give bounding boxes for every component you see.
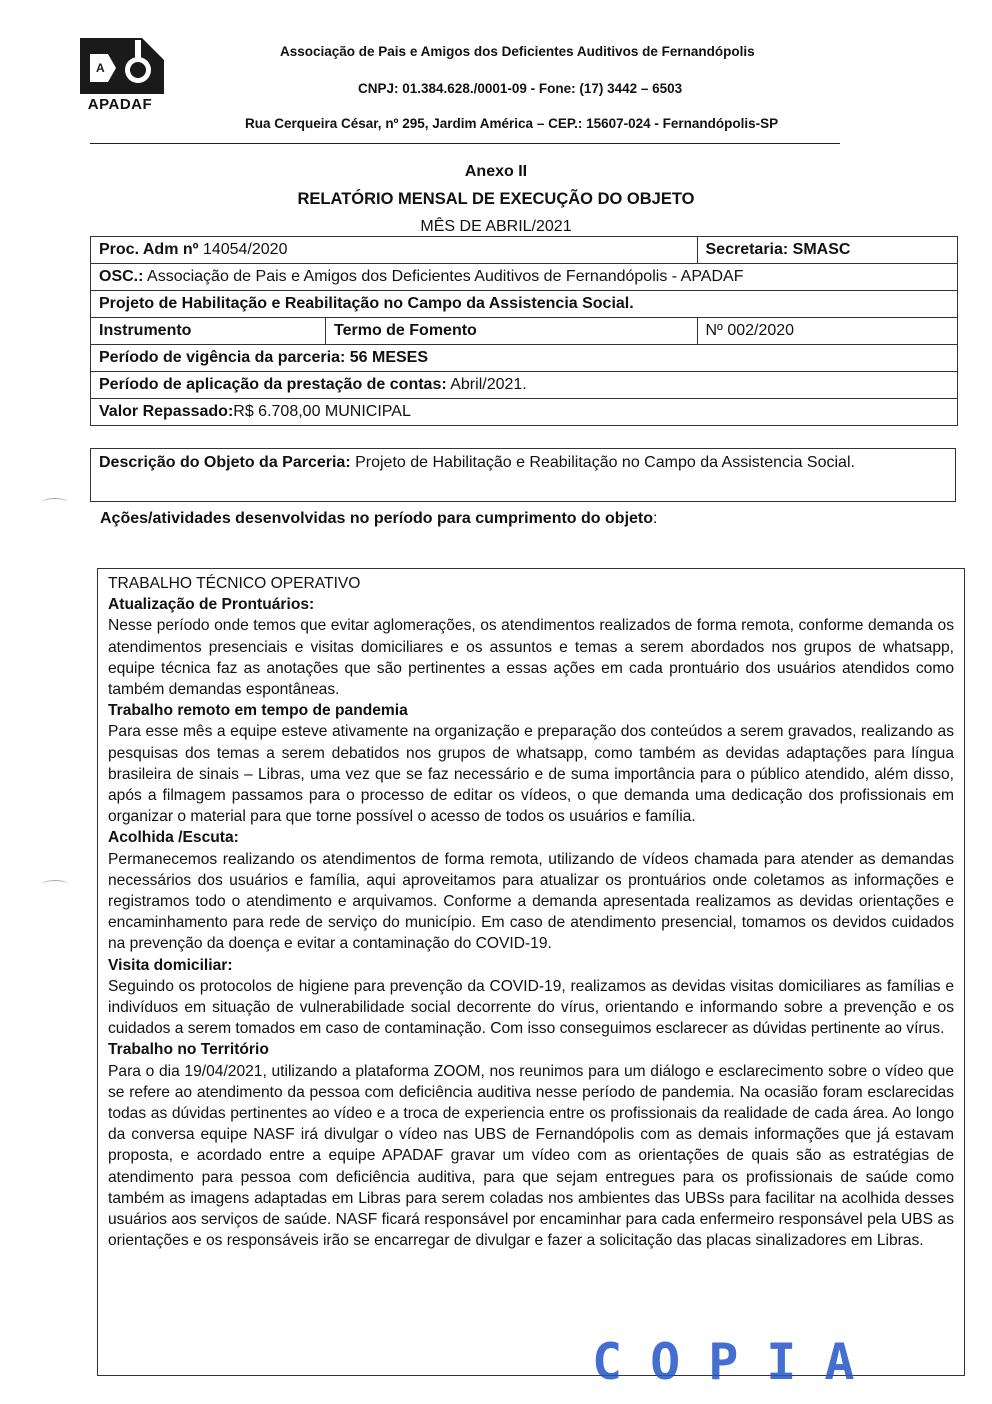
annex-title: Anexo II [464,163,528,180]
osc-cell [91,264,958,291]
section-title: TRABALHO TÉCNICO OPERATIVO [108,575,361,592]
table-row [91,318,958,345]
svg-text:A: A [96,61,105,75]
secretaria-cell: Secretaria: SMASC [697,237,958,264]
project-cell: Projeto de Habilitação e Reabilitação no Campo da Assistencia Social. [91,291,958,318]
actions-heading-text: Ações/atividades desenvolvidas no período para cumprimento do objeto [100,510,654,527]
instrument-number: Nº 002/2020 [697,318,958,345]
table-row [91,237,958,264]
item-text: Permanecemos realizando os atendimentos de forma remota, utilizando de vídeos chamada para atender as demandas necessários dos usuários e família, aqui aproveitamos para atualizar os prontuários onde coletamos as informações e registramos todo o atendimento e arquivamos. Conforme a demanda apresentada realizamos as devidas orientações e encaminhamento para rede de serviço do município. Em caso de atendimento presencial, tomamos os devidos cuidados na prevenção da doença e evitar a contaminação do COVID-19. [108,850,954,953]
proc-label: Proc. Adm nº [99,241,199,258]
item-text: Nesse período onde temos que evitar aglomerações, os atendimentos realizados de forma remota, conforme demanda os atendimentos presenciais e visitas domiciliares e os assuntos e temas a serem abordados nos grupos de whatsapp, equipe técnica faz as anotações que são pertinentes a essas ações em cada prontuário dos usuários atendidos como também demandas espontâneas. [108,617,954,699]
actions-colon: : [653,510,658,527]
org-cnpj-phone: CNPJ: 01.384.628./0001-09 - Fone: (17) 3442 – 6503 [358,81,683,96]
org-name: Associação de Pais e Amigos dos Deficientes Auditivos de Fernandópolis [280,44,755,59]
table-row [91,399,958,426]
activities-report [97,568,965,1376]
amount-cell [91,399,958,426]
osc-value: Associação de Pais e Amigos dos Deficientes Auditivos de Fernandópolis - APADAF [143,268,744,285]
item-title: Visita domiciliar: [108,956,233,974]
header-divider [90,143,840,144]
item-title: Trabalho remoto em tempo de pandemia [108,702,408,720]
amount-value: R$ 6.708,00 MUNICIPAL [233,403,411,420]
info-table [90,236,958,426]
actions-heading [100,510,657,528]
item-text: Seguindo os protocolos de higiene para prevenção da COVID-19, realizamos as devidas visitas domiciliares as famílias e indivíduos em situação de vulnerabilidade social decorrente do vírus, orientando e informando sobre a prevenção e os cuidados a serem tomados em caso de contaminação. Com isso conseguimos esclarecer as dúvidas pertinente ao vírus. [108,977,954,1038]
item-title: Acolhida /Escuta: [108,829,239,847]
instrument-type: Termo de Fomento [326,318,698,345]
copy-stamp: COPIA [592,1333,883,1391]
application-label: Período de aplicação da prestação de contas: [99,376,447,393]
item-text: Para esse mês a equipe esteve ativamente na organização e preparação dos conteúdos a serem gravados, realizando as pesquisas dos temas a serem debatidos nos grupos de whatsapp, como também as devidas adaptações para língua brasileira de sinais – Libras, uma vez que se faz necessário e de suma importância para o público atendido, além disso, após a filmagem passamos para o processo de editar os vídeos, o que demanda uma dedicação dos profissionais em organizar o material para que torne possível o acesso de todos os usuários e família. [108,723,954,826]
margin-mark [42,498,68,507]
report-month: MÊS DE ABRIL/2021 [420,218,572,235]
table-row [91,372,958,399]
item-text: Para o dia 19/04/2021, utilizando a plataforma ZOOM, nos reunimos para um diálogo e esclarecimento sobre o vídeo que se refere ao atendimento da pessoa com deficiência auditiva nesse período de pandemia. Na ocasião foram esclarecidas todas as dúvidas pertinentes ao vídeo e a troca de experiencia entre os profissionais da realidade de cada área. Ao longo da conversa equipe NASF irá divulgar o vídeo nas UBS de Fernandópolis com as demais informações que já estavam proposta, e acordado entre a equipe APADAF gravar um vídeo com as orientações de quais são as estratégias de atendimento para pessoa com deficiência auditiva, para que sejam entregues para os profissionais de saúde como também as imagens adaptadas em Libras para serem coladas nos ambientes das UBSs para facilitar na acolhida desses usuários aos serviços de saúde. NASF ficará responsável por encaminhar para cada enfermeiro responsável pela UBS as orientações e os responsáveis irão se encarregar de divulgar e fazer a solicitação das placas sinalizadores em Libras. [108,1062,954,1250]
object-description [90,448,956,502]
logo-text: APADAF [87,96,153,113]
margin-mark [42,880,68,889]
amount-label: Valor Repassado: [99,403,234,420]
org-address: Rua Cerqueira César, nº 295, Jardim América – CEP.: 15607-024 - Fernandópolis-SP [245,116,779,131]
application-cell [91,372,958,399]
report-title: RELATÓRIO MENSAL DE EXECUÇÃO DO OBJETO [297,190,695,208]
item-title: Atualização de Prontuários: [108,596,315,614]
item-title: Trabalho no Território [108,1041,269,1059]
period-cell: Período de vigência da parceria: 56 MESES [91,345,958,372]
proc-value: 14054/2020 [198,241,288,258]
table-row [91,345,958,372]
description-value: Projeto de Habilitação e Reabilitação no Campo da Assistencia Social. [350,454,855,471]
description-label: Descrição do Objeto da Parceria: [99,454,351,471]
table-row [91,291,958,318]
osc-label: OSC.: [99,268,144,285]
application-value: Abril/2021. [446,376,527,393]
apadaf-logo [72,32,168,116]
table-row [91,264,958,291]
proc-cell [91,237,698,264]
instrument-label: Instrumento [91,318,326,345]
